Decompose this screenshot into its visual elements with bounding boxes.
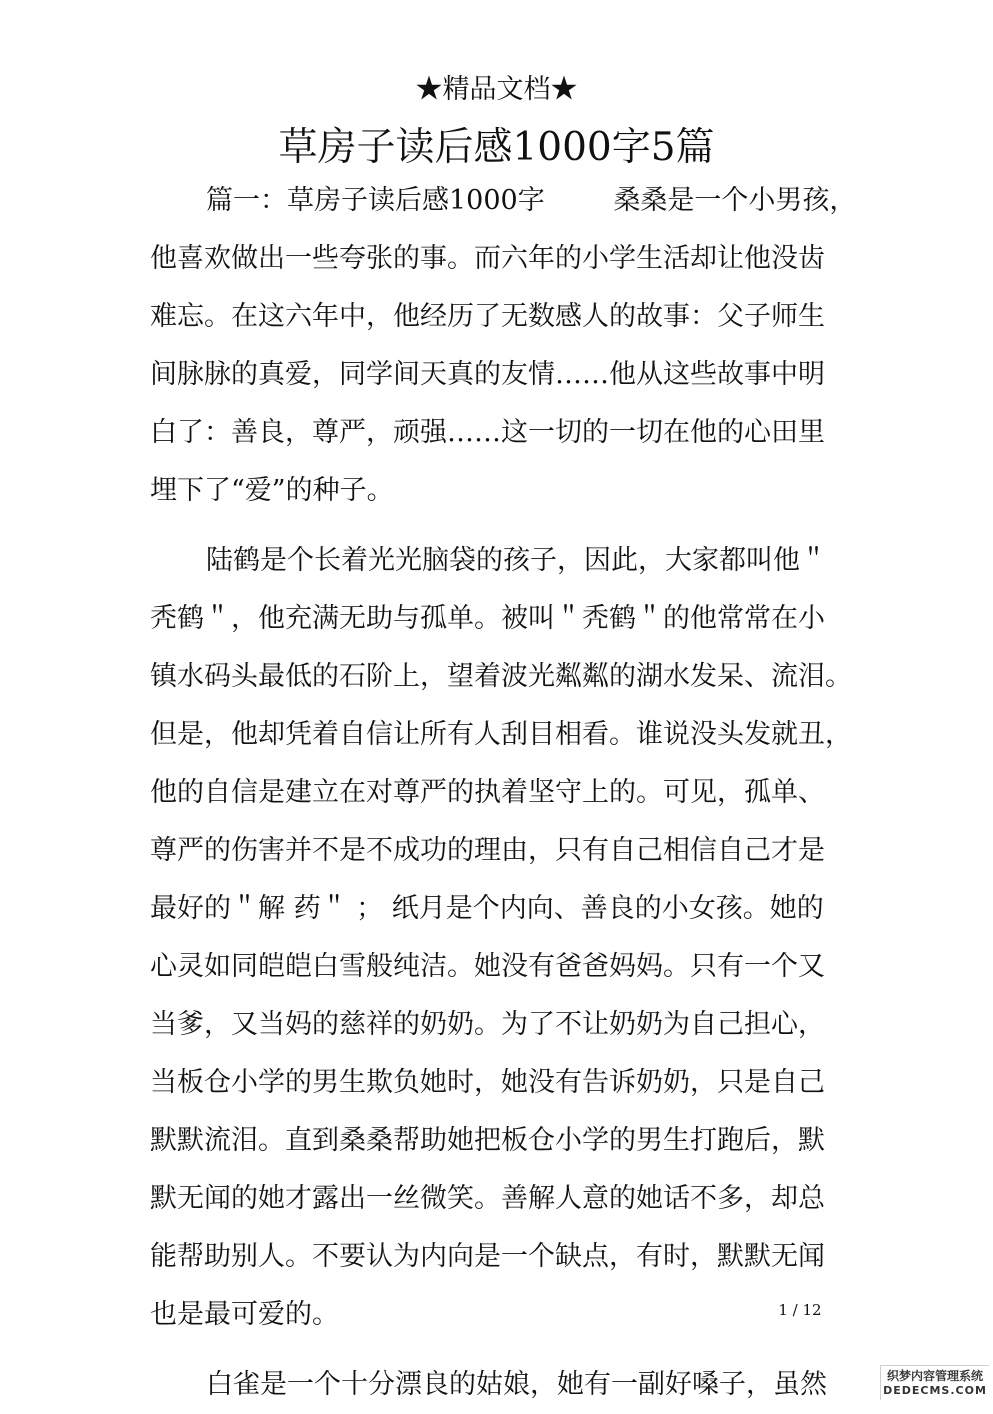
paragraph-gap [150,1344,850,1356]
watermark-logo [880,1365,989,1400]
text-line: 难忘。在这六年中，他经历了无数感人的故事：父子师生 [150,301,825,332]
text-line: 白雀是一个十分漂良的姑娘，她有一副好嗓子，虽然 [206,1369,827,1400]
text-line: 默无闻的她才露出一丝微笑。善解人意的她话不多，却总 [150,1183,825,1214]
document-title: 草房子读后感1000字5篇 [278,125,715,170]
text-line: 秃鹤＂，他充满无助与孤单。被叫＂秃鹤＂的他常常在小 [150,603,825,634]
page-number: 1 / 12 [778,1301,822,1319]
document-body [150,172,857,1414]
text-line: 但是，他却凭着自信让所有人刮目相看。谁说没头发就丑， [150,719,852,750]
paragraph-1 [150,172,857,520]
text-line: 埋下了“爱”的种子。 [150,475,394,506]
document-header: ★精品文档★ [415,74,578,105]
text-line: 最好的＂解 药＂ ； 纸月是个内向、善良的小女孩。她的 [150,893,824,924]
watermark-top-text: 织梦内容管理系统 [886,1369,983,1383]
text-line: 篇一：草房子读后感1000字 桑桑是一个小男孩， [206,185,857,216]
text-line: 间脉脉的真爱，同学间天真的友情……他从这些故事中明 [150,359,825,390]
text-line: 当板仓小学的男生欺负她时，她没有告诉奶奶，只是自己 [150,1067,825,1098]
text-line: 白了：善良，尊严，顽强……这一切的一切在他的心田里 [150,417,825,448]
text-line: 他喜欢做出一些夸张的事。而六年的小学生活却让他没齿 [150,243,825,274]
text-line: 也是最可爱的。 [150,1299,339,1330]
paragraph-gap [150,520,850,532]
text-line: 尊严的伤害并不是不成功的理由，只有自己相信自己才是 [150,835,825,866]
paragraph-2 [150,532,850,1344]
watermark-bottom-text: DEDECMS.COM [883,1384,987,1397]
text-line: 默默流泪。直到桑桑帮助她把板仓小学的男生打跑后，默 [150,1125,825,1156]
text-line: 能帮助别人。不要认为内向是一个缺点，有时，默默无闻 [150,1241,825,1272]
paragraph-3 [150,1356,850,1414]
text-line: 镇水码头最低的石阶上，望着波光粼粼的湖水发呆、流泪。 [150,661,852,692]
text-line: 他的自信是建立在对尊严的执着坚守上的。可见，孤单、 [150,777,825,808]
text-line: 陆鹤是个长着光光脑袋的孩子，因此，大家都叫他＂ [206,545,827,576]
text-line: 当爹，又当妈的慈祥的奶奶。为了不让奶奶为自己担心， [150,1009,825,1040]
text-line: 心灵如同皑皑白雪般纯洁。她没有爸爸妈妈。只有一个又 [150,951,825,982]
